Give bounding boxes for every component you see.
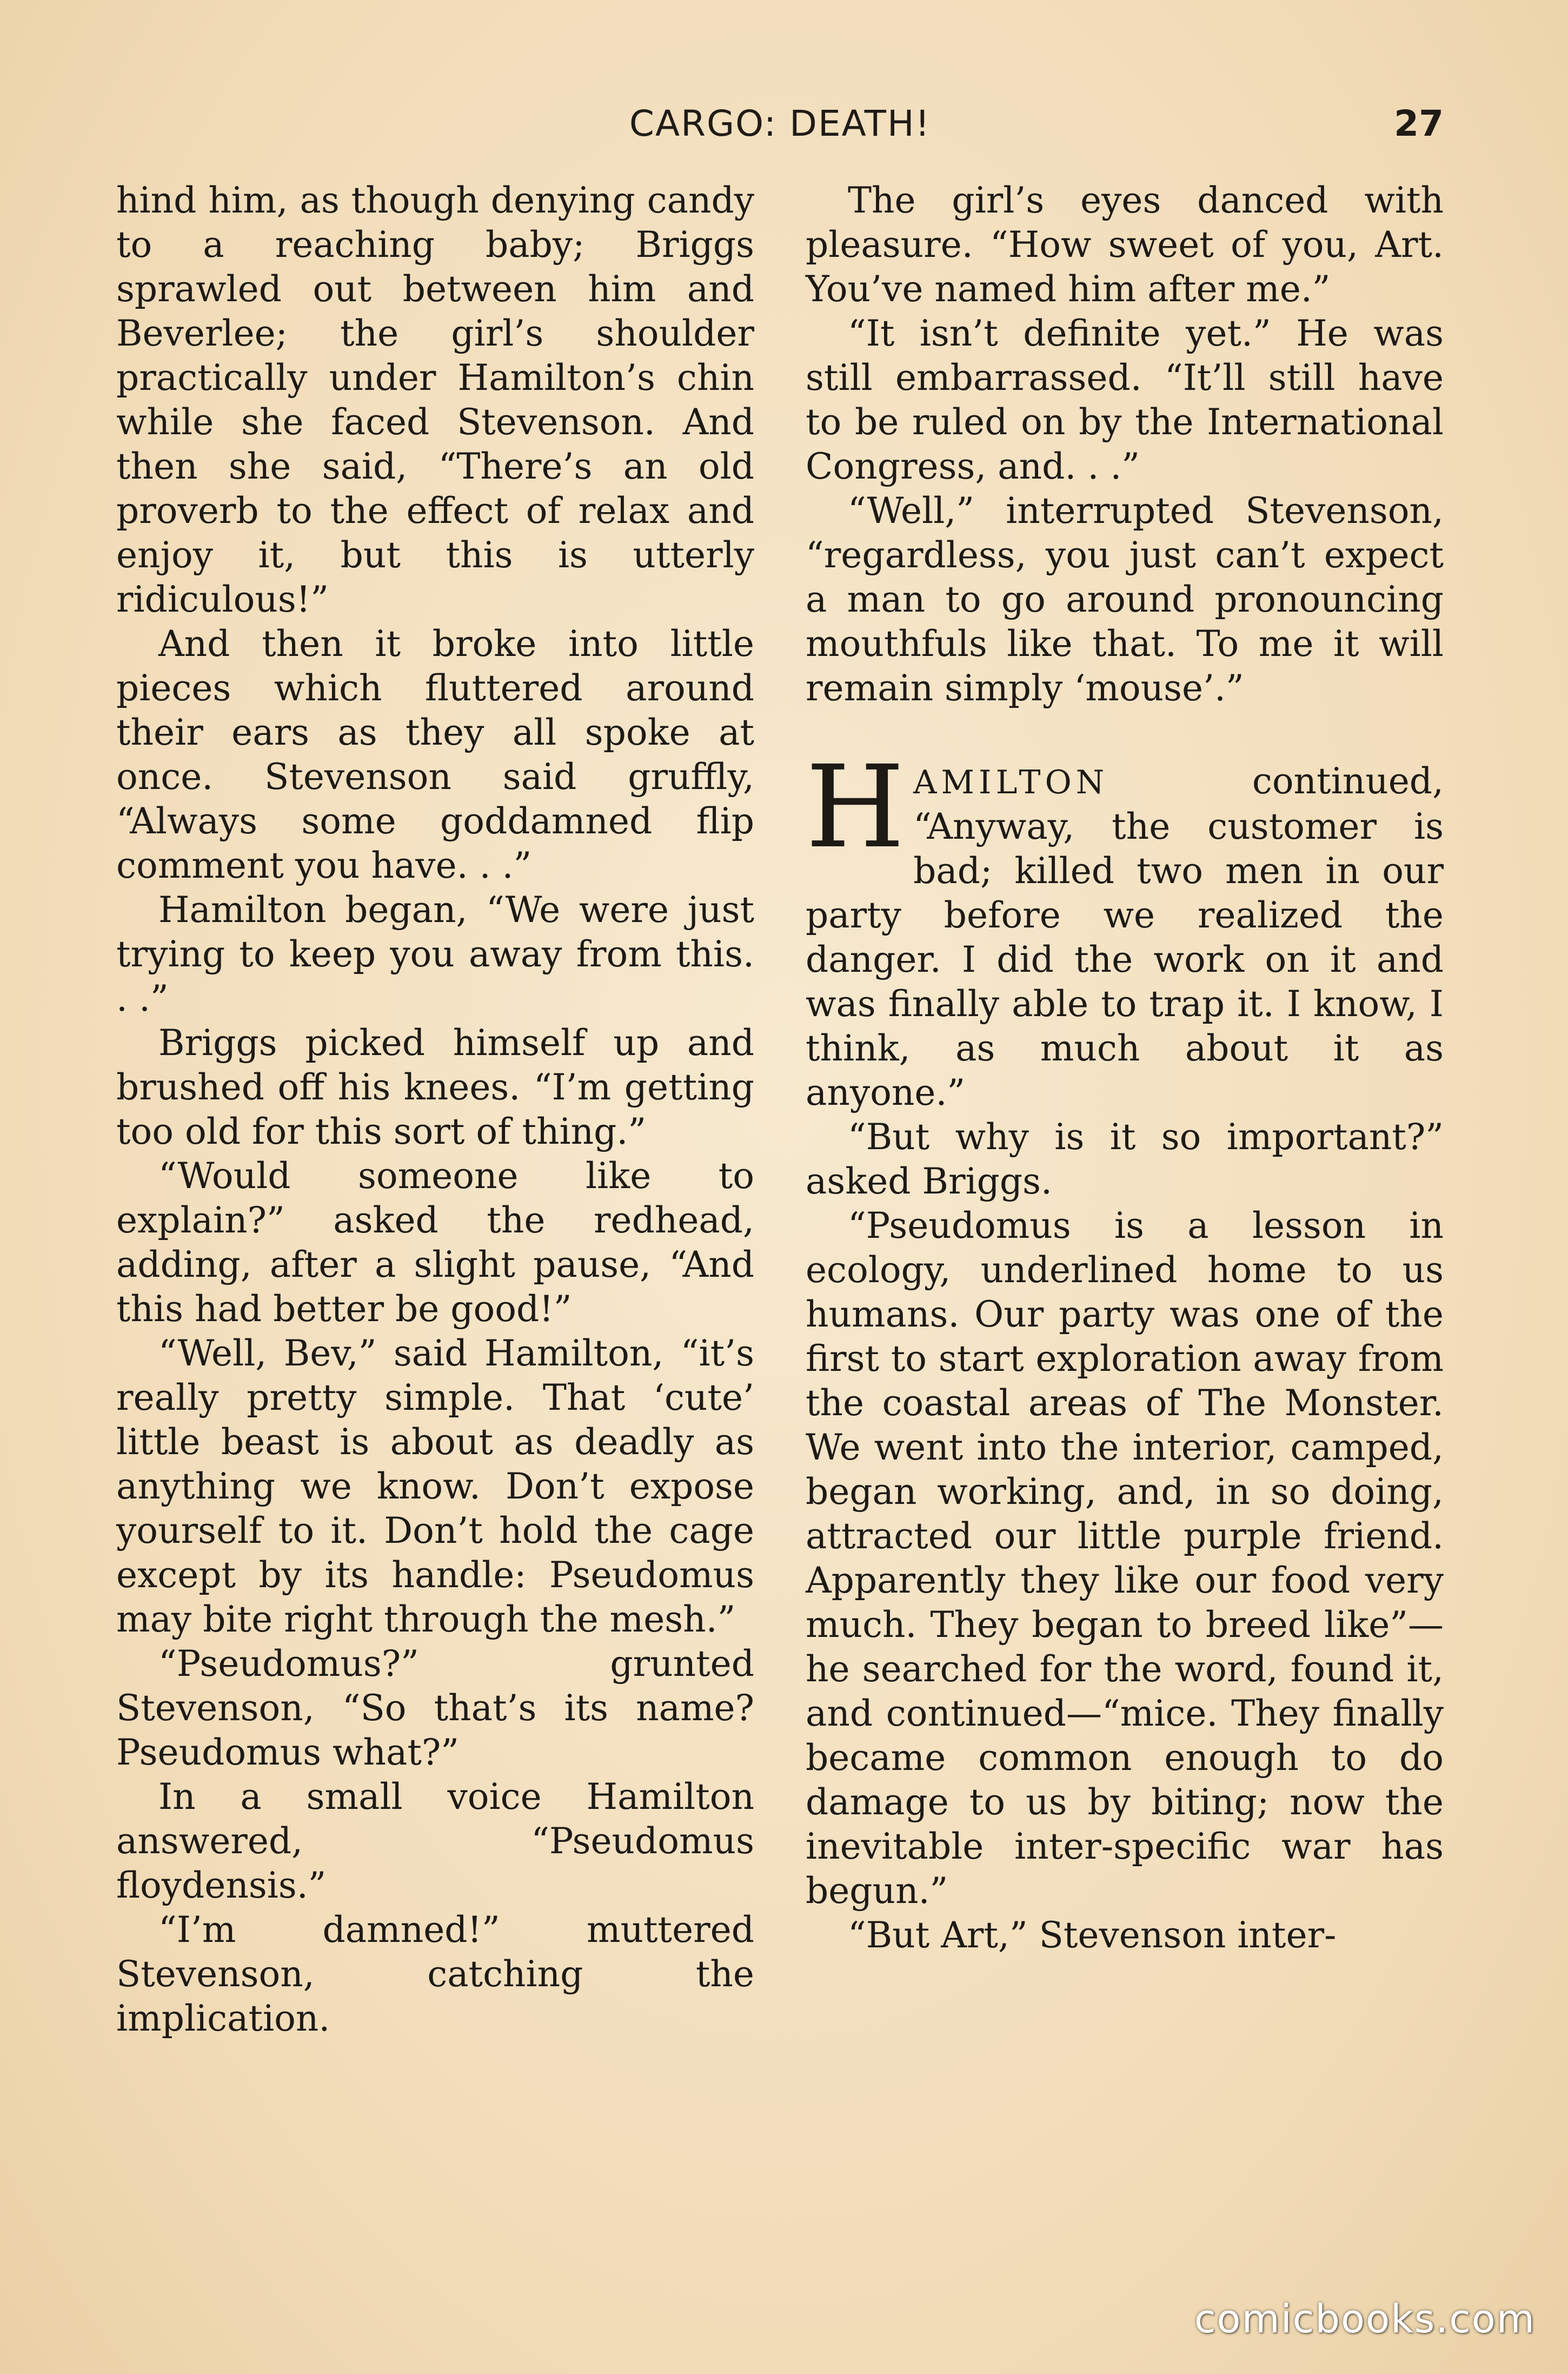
- paragraph: “Would someone like to explain?” asked the redhead, adding, after a slight pause, “And this had better be good!”: [116, 1155, 754, 1330]
- paragraph: “It isn’t definite yet.” He was still embarrassed. “It’ll still have to be ruled on by the International Congress, and. . .”: [806, 313, 1444, 487]
- paragraph: “Pseudomus is a lesson in ecology, underlined home to us humans. Our party was one of the first to start exploration away from the coastal areas of The Monster. We went into the interior, camped, began working, and, in so doing, attracted our little purple friend. Apparently they like our food very much. They began to breed like”—he searched for the word, found it, and continued—“mice. They finally became common enough to do damage to us by biting; now the inevitable inter-specific war has begun.”: [806, 1205, 1444, 1912]
- paragraph: “Well, Bev,” said Hamilton, “it’s really pretty simple. That ‘cute’ little beast is about as deadly as anything we know. Don’t expose yourself to it. Don’t hold the cage except by its handle: Pseudomus may bite right through the mesh.”: [116, 1332, 754, 1640]
- paragraph: “I’m damned!” muttered Stevenson, catching the implication.: [116, 1909, 754, 2039]
- page-number: 27: [1394, 103, 1444, 144]
- section-opening-paragraph: [806, 741, 1444, 1115]
- paragraph: The girl’s eyes danced with pleasure. “How sweet of you, Art. You’ve named him after me.”: [806, 180, 1444, 310]
- right-column: [806, 178, 1444, 1958]
- paragraph: “Pseudomus?” grunted Stevenson, “So that’s its name? Pseudomus what?”: [116, 1643, 754, 1773]
- paragraph: “But why is it so important?” asked Briggs.: [806, 1116, 1444, 1202]
- drop-cap: H: [806, 741, 905, 873]
- left-column: [116, 178, 754, 2041]
- paragraph: “Well,” interrupted Stevenson, “regardless, you just can’t expect a man to go around pronouncing mouthfuls like that. To me it will remain simply ‘mouse’.”: [806, 490, 1444, 709]
- running-header: [116, 103, 1444, 162]
- paragraph: In a small voice Hamilton answered, “Pseudomus floydensis.”: [116, 1776, 754, 1906]
- running-title: CARGO: DEATH!: [629, 103, 931, 144]
- paragraph: Hamilton began, “We were just trying to keep you away from this. . .”: [116, 889, 754, 1019]
- paragraph: “But Art,” Stevenson inter-: [848, 1914, 1337, 1956]
- paragraph: And then it broke into little pieces which fluttered around their ears as they all spoke at once. Stevenson said gruffly, “Always some goddamned flip comment you have. . .”: [116, 623, 754, 886]
- watermark: comicbooks.com: [1194, 2296, 1536, 2342]
- paragraph-text: continued, “Anyway, the customer is bad; killed two men in our party before we realized the danger. I did the work on it and was finally able to trap it. I know, I think, as much about it as anyone.”: [806, 760, 1444, 1113]
- paragraph: hind him, as though denying candy to a reaching baby; Briggs sprawled out between him and Beverlee; the girl’s shoulder practically under Hamilton’s chin while she faced Stevenson. And then she said, “There’s an old proverb to the effect of relax and enjoy it, but this is utterly ridiculous!”: [116, 180, 754, 620]
- paragraph: Briggs picked himself up and brushed off his knees. “I’m getting too old for this sort of thing.”: [116, 1022, 754, 1152]
- lead-in-caps: AMILTON: [913, 764, 1109, 801]
